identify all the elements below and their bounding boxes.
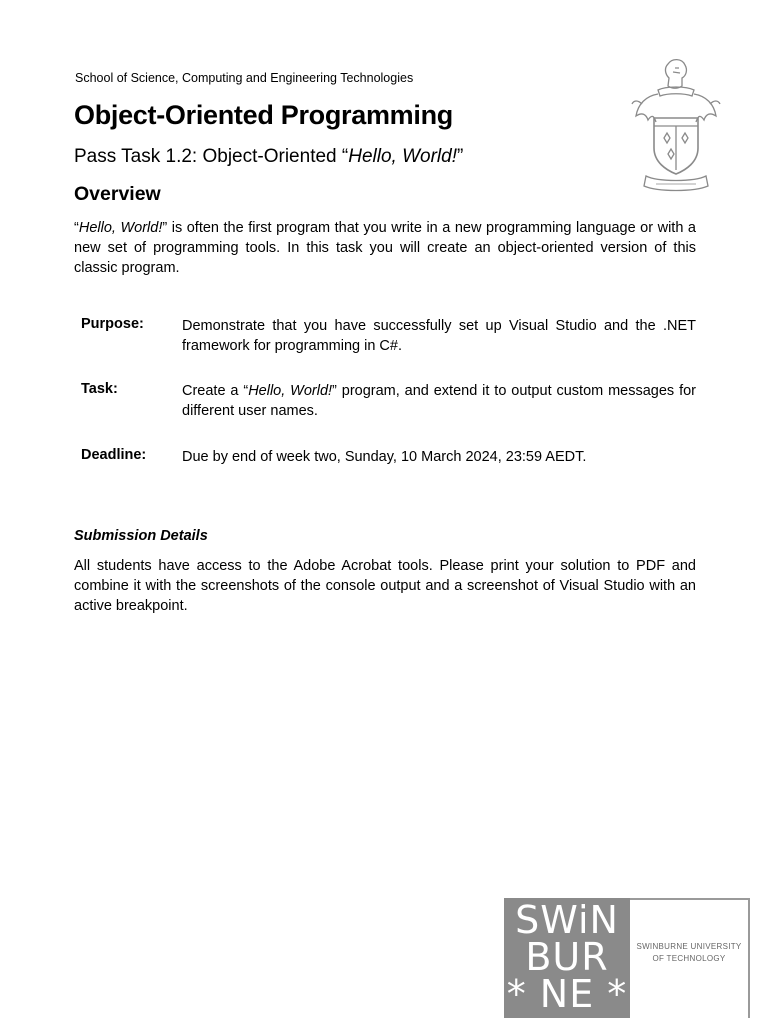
submission-paragraph: All students have access to the Adobe Acrobat tools. Please print your solution to PDF and combine it with the screenshots of the console output and a screenshot of Visual Studio with an active breakpoint. [74, 558, 696, 614]
deadline-label: Deadline: [81, 447, 147, 463]
overview-heading: Overview [74, 183, 161, 205]
logo-side-line-2: OF TECHNOLOGY [652, 954, 726, 963]
logo-wordmark [630, 898, 750, 1018]
logo-side-line-1: SWINBURNE UNIVERSITY [636, 942, 742, 951]
subtitle-suffix: ” [456, 146, 464, 167]
purpose-text: Demonstrate that you have successfully set up Visual Studio and the .NET framework for programming in C#. [182, 318, 696, 354]
purpose-label: Purpose: [81, 316, 144, 332]
overview-italic: Hello, World! [78, 220, 163, 236]
page-title: Object-Oriented Programming [74, 100, 453, 130]
logo-line-1: SWiN [515, 898, 619, 942]
submission-heading: Submission Details [74, 528, 208, 544]
logo-line-3: * NE * [506, 972, 628, 1016]
university-crest-icon [628, 56, 723, 221]
task-subtitle [74, 146, 463, 168]
logo-line-2: BUR [525, 935, 609, 979]
task-suffix: ” program, and extend it to output custom messages for different user names. [182, 383, 696, 419]
task-prefix: Create a “ [182, 383, 249, 399]
subtitle-prefix: Pass Task 1.2: Object-Oriented “ [74, 146, 349, 167]
overview-paragraph [74, 218, 696, 278]
swinburne-logo [504, 898, 630, 1018]
deadline-text: Due by end of week two, Sunday, 10 March 2024, 23:59 AEDT. [182, 449, 587, 465]
overview-quote-open: “ [74, 220, 79, 236]
task-label: Task: [81, 381, 118, 397]
task-text [182, 381, 696, 421]
subtitle-italic: Hello, World! [348, 146, 457, 167]
school-name: School of Science, Computing and Engineering Technologies [75, 71, 414, 85]
task-italic: Hello, World! [248, 383, 333, 399]
overview-text: ” is often the first program that you write in a new programming language or with a new set of programming tools. In this task you will create an object-oriented version of this classic program. [74, 220, 696, 276]
